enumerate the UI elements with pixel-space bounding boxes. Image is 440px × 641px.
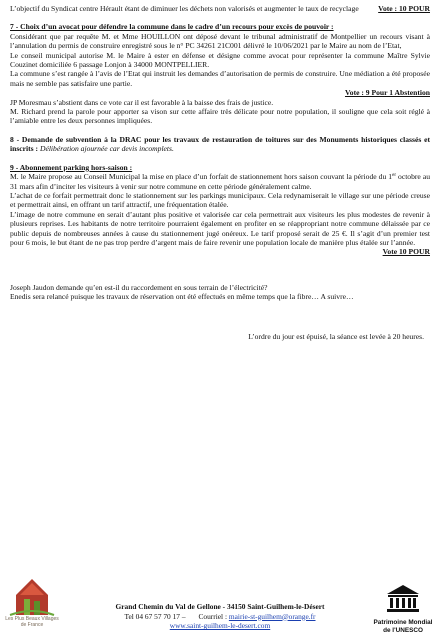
item8-heading: 8 - Demande de subvention à la DRAC pour les travaux de restauration de toitures sur des Monuments historiques classés et inscrits : Délibération ajournée car devis incomplets.: [10, 134, 430, 154]
intro-paragraph: [10, 4, 430, 13]
closing-statement: L’ordre du jour est épuisé, la séance est levée à 20 heures.: [248, 331, 424, 341]
item9-paragraph-3: L’image de notre commune en serait d’autant plus positive et valorisée car cela permettrait aux visiteurs les plus modestes de revenir à plusieurs reprises. Les habitants de notre territoire pourraient également en profiter en se réappropriant notre commune délaissée par ce public depuis de nombreuses années à cause du stationnement jugé onéreux. Le tarif proposé serait de 25 €. Il s’agit d’un premier test pour 6 mois, le but étant de ne pas trop perdre d’argent mais de faire revenir une population locale de manière plus étalée sur l’année. Vote 10 POUR: [10, 209, 430, 257]
villages-logo-text: Les Plus Beaux Villages de France: [5, 616, 59, 628]
footer: [0, 572, 440, 641]
item7-heading: 7 - Choix d’un avocat pour défendre la commune dans le cadre d’un recours pour excès de pouvoir :: [10, 22, 334, 32]
item7-vote: Vote : 9 Pour 1 Abstention: [344, 88, 430, 98]
item8-note: Délibération ajournée car devis incomplets.: [39, 144, 174, 154]
unesco-logo: [368, 584, 438, 640]
footer-contact-line: [80, 612, 360, 622]
item9-paragraph-2: L’achat de ce forfait permettrait donc le stationnement sur les parkings municipaux. Cela redynamiserait le village sur une période creuse et permettrait ainsi, en offrant un tarif attractif, une fréquentation étalée.: [10, 190, 430, 210]
item9-vote: Vote 10 POUR: [382, 247, 430, 257]
item9-heading: 9 - Abonnement parking hors-saison :: [10, 162, 133, 172]
question-paragraph-1: Joseph Jaudon demande qu’en est-il du raccordement en sous terrain de l’électricité?: [10, 282, 268, 292]
footer-email-link[interactable]: mairie-st-guilhem@orange.fr: [228, 611, 316, 621]
question-paragraph-2: Enedis sera relancé puisque les travaux de réservation ont été effectués en même temps que la fibre… A suivre…: [10, 292, 354, 302]
footer-address: Grand Chemin du Val de Gellone - 34150 Saint-Guilhem-le-Désert: [115, 602, 325, 611]
item7-paragraph-3: La commune s’est rangée à l’avis de l’Etat qui instruit les demandes d’autorisation de permis de construire. Une médiation a été proposée mais ne semble pas satisfaire une partie.: [10, 69, 430, 88]
item7-paragraph-5: M. Richard prend la parole pour apporter sa vison sur cette affaire très délicate pour notre population, il souligne que cela soit réglé à l’amiable entre les deux personnes impliquées.: [10, 107, 430, 126]
villages-de-france-logo: [4, 577, 60, 639]
intro-text: L’objectif du Syndicat centre Hérault étant de diminuer les déchets non valorisés et augmenter le taux de recyclage: [10, 4, 359, 13]
footer-contact: [80, 602, 360, 631]
villages-logo-icon: [4, 577, 60, 617]
item7-paragraph-1: Considérant que par requête M. et Mme HOUILLON ont déposé devant le tribunal administratif de Montpellier un recours visant à l’annulation du permis de construire enregistré sous le n° PC 34261 21C001 délivré le 10/06/2021 par le Maire au nom de l’Etat,: [10, 31, 430, 51]
item7-paragraph-2: Le conseil municipal autorise M. le Maire à ester en défense et désigne comme avocat pour représenter la commune Maître Sylvie Couzinet domiciliée 6 passage Lonjon à 34000 MONTPELLIER.: [10, 50, 430, 70]
unesco-logo-line-1: Patrimoine Mondial: [373, 619, 433, 626]
unesco-temple-icon: [385, 584, 421, 614]
document-body: [10, 4, 430, 341]
footer-courriel-label: Courriel :: [198, 611, 228, 621]
item7-paragraph-4: JP Moresmau s’abstient dans ce vote car il est favorable à la baisse des frais de justice.: [10, 97, 274, 107]
footer-tel: Tel 04 67 57 70 17 –: [124, 611, 186, 621]
unesco-logo-line-2: de l'UNESCO: [383, 626, 423, 634]
intro-vote: Vote : 10 POUR: [378, 4, 430, 13]
item9-paragraph-1: M. le Maire propose au Conseil Municipal la mise en place d’un forfait de stationnement hors saison couvant la période du 1er octobre au 31 mars afin d’inciter les visiteurs à venir sur notre commune en cette période généralement calme.: [10, 172, 430, 191]
footer-website-link[interactable]: www.saint-guilhem-le-desert.com: [169, 621, 271, 631]
